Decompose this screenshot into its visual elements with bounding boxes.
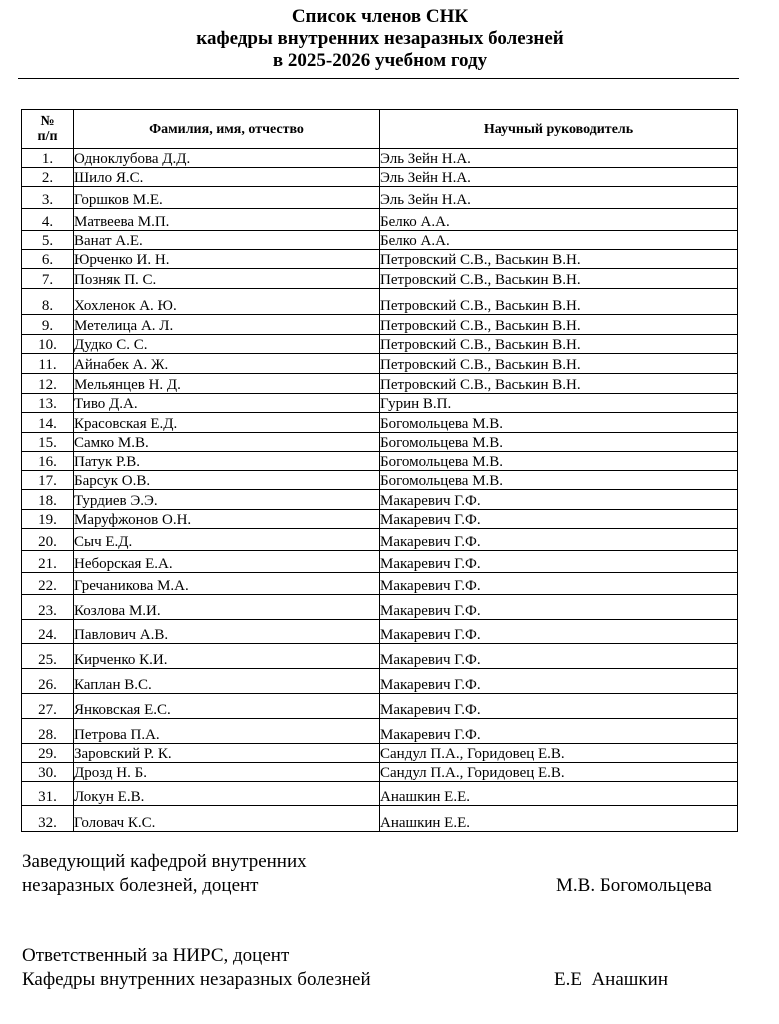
- table-row: [22, 782, 738, 806]
- table-row: [22, 187, 738, 209]
- member-name: Барсук О.В.: [74, 471, 380, 490]
- supervisor-name: Макаревич Г.Ф.: [380, 529, 738, 551]
- table-row: [22, 289, 738, 315]
- row-number: 7.: [22, 269, 74, 289]
- supervisor-name: Богомольцева М.В.: [380, 452, 738, 471]
- row-number: 30.: [22, 763, 74, 782]
- member-name: Кирченко К.И.: [74, 644, 380, 669]
- table-row: [22, 394, 738, 413]
- head-title-line-2: незаразных болезней, доцент: [22, 875, 259, 896]
- table-row: [22, 250, 738, 269]
- supervisor-name: Гурин В.П.: [380, 394, 738, 413]
- table-row: [22, 644, 738, 669]
- table-row: [22, 452, 738, 471]
- supervisor-name: Макаревич Г.Ф.: [380, 573, 738, 595]
- row-number: 23.: [22, 595, 74, 620]
- row-number: 12.: [22, 374, 74, 394]
- title-line-3: в 2025-2026 учебном году: [272, 50, 488, 71]
- table-row: [22, 669, 738, 694]
- row-number: 15.: [22, 433, 74, 452]
- document-title: [0, 6, 760, 72]
- member-name: Неборская Е.А.: [74, 551, 380, 573]
- row-number: 22.: [22, 573, 74, 595]
- supervisor-name: Петровский С.В., Васькин В.Н.: [380, 354, 738, 374]
- member-name: Айнабек А. Ж.: [74, 354, 380, 374]
- supervisor-name: Макаревич Г.Ф.: [380, 620, 738, 644]
- member-name: Хохленок А. Ю.: [74, 289, 380, 315]
- title-line-1: Список членов СНК: [291, 6, 469, 27]
- supervisor-name: Богомольцева М.В.: [380, 433, 738, 452]
- title-underline: [18, 78, 739, 79]
- supervisor-name: Макаревич Г.Ф.: [380, 669, 738, 694]
- table-row: [22, 551, 738, 573]
- table-row: [22, 763, 738, 782]
- supervisor-name: Макаревич Г.Ф.: [380, 551, 738, 573]
- row-number: 26.: [22, 669, 74, 694]
- table-row: [22, 595, 738, 620]
- row-number: 18.: [22, 490, 74, 510]
- row-number: 3.: [22, 187, 74, 209]
- table-row: [22, 315, 738, 335]
- member-name: Позняк П. С.: [74, 269, 380, 289]
- table-row: [22, 510, 738, 529]
- member-name: Каплан В.С.: [74, 669, 380, 694]
- head-title-line-1: Заведующий кафедрой внутренних: [22, 851, 307, 872]
- member-name: Шило Я.С.: [74, 168, 380, 187]
- table-row: [22, 490, 738, 510]
- table-row: [22, 413, 738, 433]
- table-row: [22, 529, 738, 551]
- member-name: Павлович А.В.: [74, 620, 380, 644]
- row-number: 10.: [22, 335, 74, 354]
- supervisor-name: Петровский С.В., Васькин В.Н.: [380, 269, 738, 289]
- supervisor-name: Петровский С.В., Васькин В.Н.: [380, 250, 738, 269]
- row-number: 27.: [22, 694, 74, 719]
- supervisor-name: Сандул П.А., Горидовец Е.В.: [380, 744, 738, 763]
- member-name: Турдиев Э.Э.: [74, 490, 380, 510]
- header-number-sign: №: [40, 114, 55, 129]
- row-number: 20.: [22, 529, 74, 551]
- table-row: [22, 694, 738, 719]
- row-number: 19.: [22, 510, 74, 529]
- table-row: [22, 573, 738, 595]
- supervisor-name: Макаревич Г.Ф.: [380, 644, 738, 669]
- member-name: Петрова П.А.: [74, 719, 380, 744]
- member-name: Дудко С. С.: [74, 335, 380, 354]
- supervisor-name: Макаревич Г.Ф.: [380, 694, 738, 719]
- member-name: Самко М.В.: [74, 433, 380, 452]
- supervisor-name: Петровский С.В., Васькин В.Н.: [380, 335, 738, 354]
- row-number: 14.: [22, 413, 74, 433]
- row-number: 21.: [22, 551, 74, 573]
- member-name: Заровский Р. К.: [74, 744, 380, 763]
- head-signature-title: [22, 850, 307, 898]
- member-name: Горшков М.Е.: [74, 187, 380, 209]
- header-number: [22, 110, 74, 149]
- member-name: Головач К.С.: [74, 806, 380, 832]
- responsible-signature-title: [22, 944, 371, 992]
- supervisor-name: Богомольцева М.В.: [380, 471, 738, 490]
- supervisor-name: Макаревич Г.Ф.: [380, 490, 738, 510]
- table-row: [22, 806, 738, 832]
- member-name: Гречаникова М.А.: [74, 573, 380, 595]
- row-number: 1.: [22, 149, 74, 168]
- title-line-2: кафедры внутренних незаразных болезней: [196, 28, 564, 49]
- table-header-row: [22, 110, 738, 149]
- row-number: 28.: [22, 719, 74, 744]
- supervisor-name: Эль Зейн Н.А.: [380, 187, 738, 209]
- row-number: 6.: [22, 250, 74, 269]
- table-row: [22, 231, 738, 250]
- row-number: 2.: [22, 168, 74, 187]
- supervisor-name: Петровский С.В., Васькин В.Н.: [380, 315, 738, 335]
- row-number: 25.: [22, 644, 74, 669]
- member-name: Маруфжонов О.Н.: [74, 510, 380, 529]
- responsible-title-line-1: Ответственный за НИРС, доцент: [22, 945, 290, 966]
- table-row: [22, 744, 738, 763]
- table-row: [22, 719, 738, 744]
- table-row: [22, 209, 738, 231]
- supervisor-name: Макаревич Г.Ф.: [380, 719, 738, 744]
- supervisor-name: Белко А.А.: [380, 209, 738, 231]
- row-number: 16.: [22, 452, 74, 471]
- row-number: 31.: [22, 782, 74, 806]
- member-name: Тиво Д.А.: [74, 394, 380, 413]
- header-full-name: Фамилия, имя, отчество: [74, 110, 380, 149]
- table-row: [22, 269, 738, 289]
- row-number: 13.: [22, 394, 74, 413]
- member-name: Сыч Е.Д.: [74, 529, 380, 551]
- row-number: 8.: [22, 289, 74, 315]
- supervisor-name: Эль Зейн Н.А.: [380, 149, 738, 168]
- member-name: Дрозд Н. Б.: [74, 763, 380, 782]
- table-row: [22, 471, 738, 490]
- member-name: Юрченко И. Н.: [74, 250, 380, 269]
- row-number: 5.: [22, 231, 74, 250]
- row-number: 11.: [22, 354, 74, 374]
- table-row: [22, 149, 738, 168]
- row-number: 17.: [22, 471, 74, 490]
- member-name: Янковская Е.С.: [74, 694, 380, 719]
- table-row: [22, 620, 738, 644]
- member-name: Одноклубова Д.Д.: [74, 149, 380, 168]
- row-number: 32.: [22, 806, 74, 832]
- member-name: Локун Е.В.: [74, 782, 380, 806]
- responsible-title-line-2: Кафедры внутренних незаразных болезней: [22, 969, 371, 990]
- table-row: [22, 374, 738, 394]
- responsible-signature-name: Е.Е Анашкин: [554, 969, 668, 990]
- member-name: Матвеева М.П.: [74, 209, 380, 231]
- member-name: Ванат А.Е.: [74, 231, 380, 250]
- header-supervisor: Научный руководитель: [380, 110, 738, 149]
- table-row: [22, 168, 738, 187]
- member-name: Мельянцев Н. Д.: [74, 374, 380, 394]
- row-number: 4.: [22, 209, 74, 231]
- supervisor-name: Макаревич Г.Ф.: [380, 510, 738, 529]
- supervisor-name: Макаревич Г.Ф.: [380, 595, 738, 620]
- row-number: 9.: [22, 315, 74, 335]
- header-number-abbr: п/п: [37, 129, 58, 144]
- supervisor-name: Богомольцева М.В.: [380, 413, 738, 433]
- head-signature-name: М.В. Богомольцева: [556, 875, 712, 896]
- row-number: 24.: [22, 620, 74, 644]
- supervisor-name: Анашкин Е.Е.: [380, 806, 738, 832]
- supervisor-name: Петровский С.В., Васькин В.Н.: [380, 374, 738, 394]
- member-name: Козлова М.И.: [74, 595, 380, 620]
- supervisor-name: Петровский С.В., Васькин В.Н.: [380, 289, 738, 315]
- members-table: [21, 109, 738, 832]
- member-name: Метелица А. Л.: [74, 315, 380, 335]
- member-name: Красовская Е.Д.: [74, 413, 380, 433]
- table-row: [22, 335, 738, 354]
- table-row: [22, 354, 738, 374]
- table-row: [22, 433, 738, 452]
- row-number: 29.: [22, 744, 74, 763]
- supervisor-name: Эль Зейн Н.А.: [380, 168, 738, 187]
- supervisor-name: Сандул П.А., Горидовец Е.В.: [380, 763, 738, 782]
- supervisor-name: Анашкин Е.Е.: [380, 782, 738, 806]
- member-name: Патук Р.В.: [74, 452, 380, 471]
- supervisor-name: Белко А.А.: [380, 231, 738, 250]
